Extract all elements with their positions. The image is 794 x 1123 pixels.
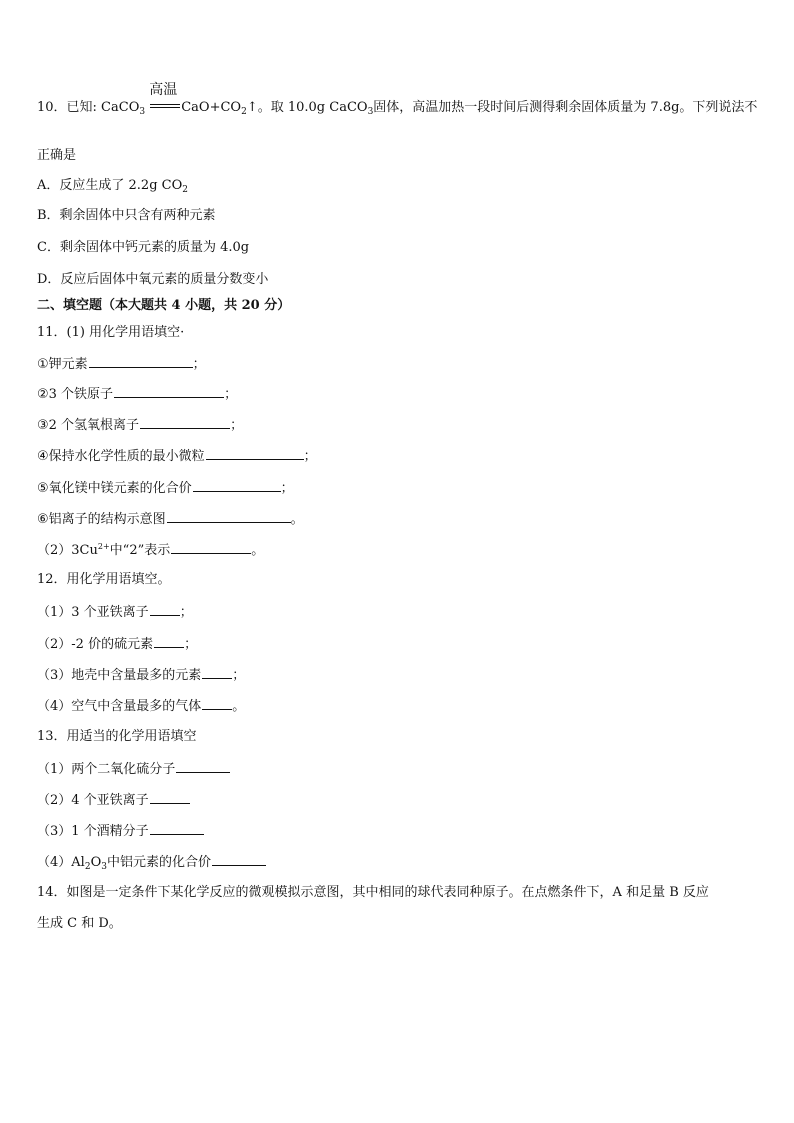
- q11-item-3: [37, 416, 243, 435]
- q11-item-6-num: ⑥: [37, 512, 49, 527]
- q10-line2: 正确是: [37, 148, 77, 163]
- q10-sub: 3: [139, 107, 146, 117]
- answer-blank[interactable]: [140, 416, 230, 429]
- answer-blank[interactable]: [171, 541, 251, 554]
- reaction-condition-label: 高温: [149, 82, 178, 98]
- q10-option-a: [37, 177, 188, 195]
- q10-rest: ↑。取 10.0g CaCO: [246, 100, 368, 115]
- q10-prefix: 10．已知: CaCO: [37, 100, 140, 115]
- q11-item-4: [37, 447, 317, 466]
- answer-blank[interactable]: [150, 603, 180, 616]
- q11-part2-b: 中“2”表示: [109, 543, 171, 558]
- q11-item-4-end: ；: [303, 449, 317, 464]
- q11-item-2-end: ；: [224, 387, 238, 402]
- q13-item-4-a: （4）Al: [37, 855, 85, 870]
- q13-item-2-text: （2）4 个亚铁离子: [37, 793, 149, 808]
- q12-item-2: [37, 635, 197, 654]
- answer-blank[interactable]: [154, 635, 184, 648]
- reaction-condition: [149, 82, 180, 114]
- q11-item-5: [37, 479, 294, 498]
- q14-line2: 生成 C 和 D。: [37, 916, 122, 931]
- q11-item-1-num: ①: [37, 357, 49, 372]
- q12-item-2-end: ；: [184, 637, 198, 652]
- q11-item-6-text: 铝离子的结构示意图: [48, 512, 166, 527]
- answer-blank[interactable]: [202, 666, 232, 679]
- q13-item-4: [37, 853, 266, 872]
- answer-blank[interactable]: [150, 822, 204, 835]
- q11-item-6-end: 。: [290, 512, 304, 527]
- q13-item-1: [37, 760, 230, 779]
- q11-item-2: [37, 385, 237, 404]
- q10-product-sub: 2: [241, 107, 247, 117]
- q10-rest-sub: 3: [367, 107, 374, 117]
- q13-item-3-text: （3）1 个酒精分子: [37, 824, 149, 839]
- equals-bar-top: [150, 104, 180, 105]
- q12-item-1-text: （1）3 个亚铁离子: [37, 605, 149, 620]
- q11-item-5-num: ⑤: [37, 481, 49, 496]
- q13-item-3: [37, 822, 204, 841]
- q13-item-2: [37, 791, 190, 810]
- answer-blank[interactable]: [167, 510, 291, 523]
- q10-option-c: C．剩余固体中钙元素的质量为 4.0g: [37, 240, 250, 255]
- q10-option-d: D．反应后固体中氧元素的质量分数变小: [37, 272, 269, 287]
- q13-item-4-b: O: [90, 855, 102, 870]
- q10-product: CaO+CO: [181, 100, 242, 115]
- q11-item-4-num: ④: [37, 449, 49, 464]
- answer-blank[interactable]: [193, 479, 281, 492]
- answer-blank[interactable]: [89, 355, 193, 368]
- answer-blank[interactable]: [206, 447, 304, 460]
- answer-blank[interactable]: [114, 385, 224, 398]
- q10-line1: [37, 82, 758, 117]
- q11-part2: [37, 541, 264, 560]
- q12-item-1: [37, 603, 193, 622]
- q11-item-1: [37, 355, 206, 374]
- answer-blank[interactable]: [176, 760, 230, 773]
- q11-part2-a: （2）3Cu: [37, 543, 98, 558]
- q12-item-3-text: （3）地壳中含量最多的元素: [37, 668, 202, 683]
- q13-item-4-sub1: 2: [84, 862, 91, 872]
- q12-item-2-text: （2）-2 价的硫元素: [37, 637, 154, 652]
- answer-blank[interactable]: [150, 791, 190, 804]
- q12-item-4-end: 。: [232, 699, 246, 714]
- q13-item-4-c: 中铝元素的化合价: [106, 855, 211, 870]
- q12-item-4: [37, 697, 245, 716]
- q11-item-5-text: 氧化镁中镁元素的化合价: [48, 481, 192, 496]
- q11-item-5-end: ；: [280, 481, 294, 496]
- q13-intro: 13．用适当的化学用语填空: [37, 729, 197, 744]
- q12-item-4-text: （4）空气中含量最多的气体: [37, 699, 202, 714]
- q13-item-4-sub2: 3: [101, 862, 107, 872]
- q11-item-3-num: ③: [37, 418, 49, 433]
- q13-item-1-text: （1）两个二氧化硫分子: [37, 762, 176, 777]
- answer-blank[interactable]: [202, 697, 232, 710]
- q14-line1: 14．如图是一定条件下某化学反应的微观模拟示意图，其中相同的球代表同种原子。在点燃条件下，A 和足量 B 反应: [37, 885, 709, 900]
- q12-item-3-end: ；: [232, 668, 246, 683]
- q11-item-2-text: 3 个铁原子: [48, 387, 114, 402]
- answer-blank[interactable]: [212, 853, 266, 866]
- q11-item-1-end: ；: [192, 357, 206, 372]
- q10-rest2: 固体，高温加热一段时间后测得剩余固体质量为 7.8g。下列说法不: [373, 100, 758, 115]
- q12-intro: 12．用化学用语填空。: [37, 572, 171, 587]
- q11-item-3-end: ；: [230, 418, 244, 433]
- q11-intro: 11．(1) 用化学用语填空·: [37, 325, 185, 340]
- q10-option-b: B．剩余固体中只含有两种元素: [37, 208, 216, 223]
- q11-item-2-num: ②: [37, 387, 49, 402]
- q11-part2-end: 。: [251, 543, 265, 558]
- q10-option-a-text: A．反应生成了 2.2g CO: [37, 178, 183, 193]
- q11-part2-sup: 2+: [97, 542, 110, 551]
- q12-item-1-end: ；: [179, 605, 193, 620]
- q11-item-6: [37, 510, 304, 529]
- q11-item-1-text: 钾元素: [48, 357, 88, 372]
- section-title: 二、填空题（本大题共 4 小题，共 20 分）: [37, 298, 291, 313]
- q12-item-3: [37, 666, 245, 685]
- q11-item-3-text: 2 个氢氧根离子: [48, 418, 140, 433]
- q10-option-a-sub: 2: [182, 185, 188, 195]
- q11-item-4-text: 保持水化学性质的最小微粒: [48, 449, 205, 464]
- equals-bar-bottom: [150, 107, 180, 108]
